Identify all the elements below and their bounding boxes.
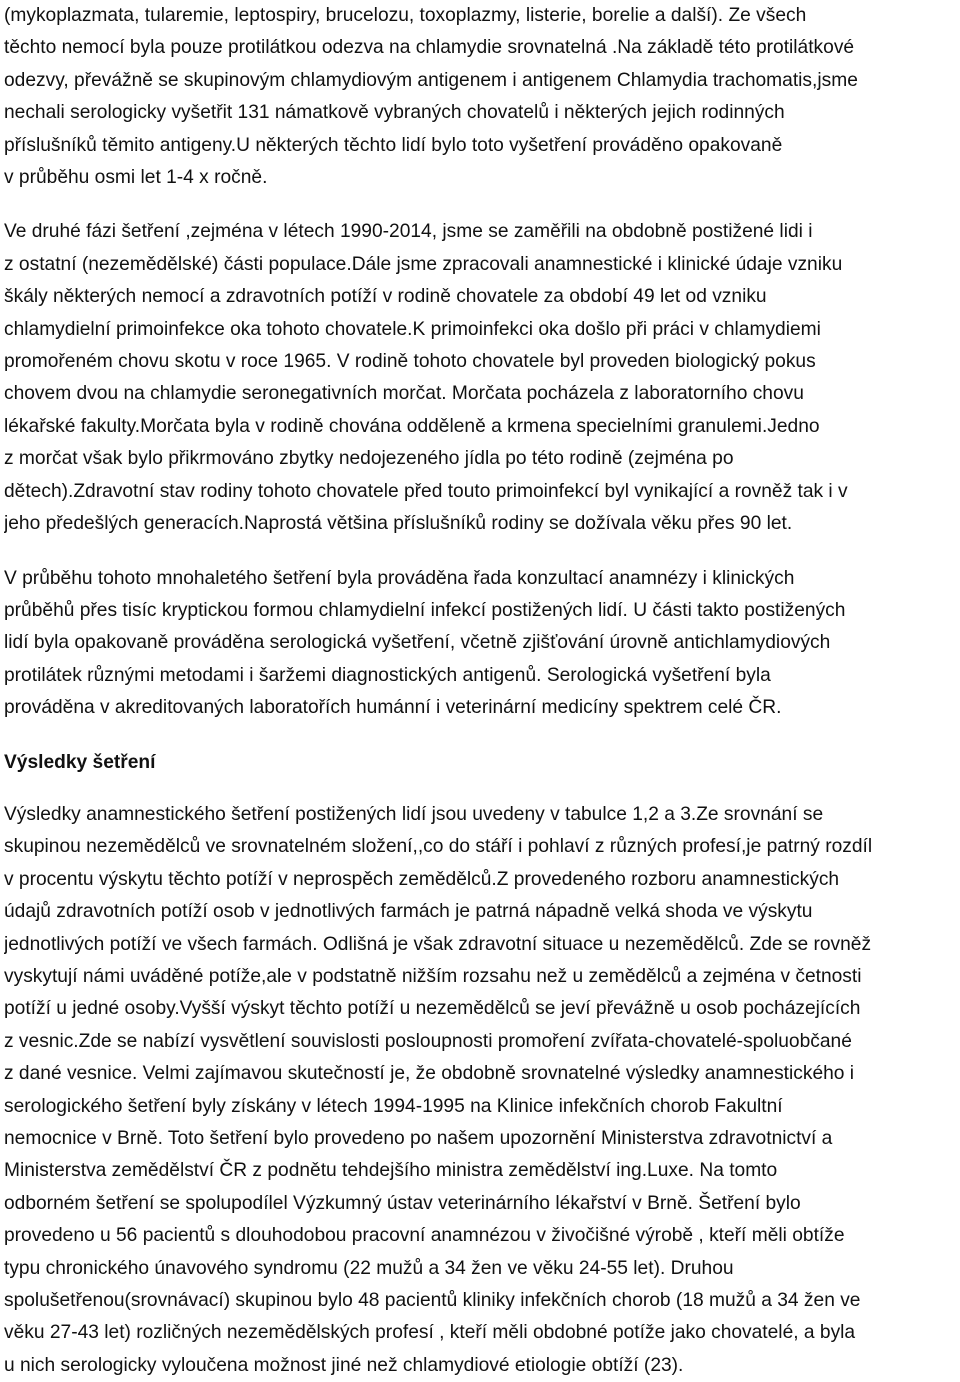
text-line: serologického šetření byly získány v létech 1994-1995 na Klinice infekčních chorob Fakultní [4, 1095, 783, 1117]
text-line: průběhů přes tisíc kryptickou formou chlamydielní infekcí postižených lidí. U části takto postižených [4, 599, 846, 621]
text-line: Ve druhé fázi šetření ,zejména v létech 1990-2014, jsme se zaměřili na obdobně postižené lidi i [4, 221, 813, 243]
text-line: věku 27-43 let) rozličných nezemědělských profesí , kteří měli obdobné potíže jako chovatelé, a byla [4, 1322, 856, 1344]
results-paragraph [4, 799, 954, 1382]
text-line: Výsledky anamnestického šetření postižených lidí jsou uvedeny v tabulce 1,2 a 3.Ze srovnání se [4, 803, 824, 825]
text-line: z dané vesnice. Velmi zajímavou skutečností je, že obdobně srovnatelné výsledky anamnestického i [4, 1063, 855, 1085]
text-line: provedeno u 56 pacientů s dlouhodobou pracovní anamnézou v živočišné výrobě , kteří měli obtíže [4, 1225, 845, 1247]
text-line: vyskytují námi uváděné potíže,ale v podstatně nižším rozsahu než u zemědělců a zejména v četnosti [4, 965, 862, 987]
text-line: Ministerstva zemědělství ČR z podnětu tehdejšího ministra zemědělství ing.Luxe. Na tomto [4, 1160, 778, 1182]
paragraph [4, 0, 954, 194]
text-line: skupinou nezemědělců ve srovnatelném složení,,co do stáří i pohlaví z různých profesí,je patrný rozdíl [4, 836, 873, 858]
text-line: jednotlivých potíží ve všech farmách. Odlišná je však zdravotní situace u nezemědělců. Zde se rovněž [4, 933, 872, 955]
text-line: potíží u jedné osoby.Vyšší výskyt těchto potíží u nezemědělců se jeví převážně u osob pocházejících [4, 998, 861, 1020]
text-line: (mykoplazmata, tularemie, leptospiry, brucelozu, toxoplazmy, listerie, borelie a další). Ze všech [4, 5, 807, 26]
text-line: těchto nemocí byla pouze protilátkou odezva na chlamydie srovnatelná .Na základě této protilátkové [4, 37, 855, 59]
text-line: v procentu výskytu těchto potíží v neprospěch zemědělců.Z provedeného rozboru anamnestických [4, 868, 840, 890]
text-line: lékařské fakulty.Morčata byla v rodině chována odděleně a krmena specielními granulemi.Jedno [4, 415, 820, 437]
text-line: odezvy, převážně se skupinovým chlamydiovým antigenem i antigenem Chlamydia trachomatis,jsme [4, 69, 858, 91]
text-line: nechali serologicky vyšetřit 131 námatkově vybraných chovatelů i některých jejich rodinných [4, 102, 785, 124]
text-line: lidí byla opakovaně prováděna serologická vyšetření, včetně zjišťování úrovně antichlamydiových [4, 632, 831, 654]
text-line: příslušníků těmito antigeny.U některých těchto lidí bylo toto vyšetření prováděno opakovaně [4, 134, 783, 156]
text-line: u nich serologicky vyloučena možnost jiné než chlamydiové etiologie obtíží (23). [4, 1354, 684, 1376]
text-line: v průběhu osmi let 1-4 x ročně. [4, 167, 268, 189]
text-line: škály některých nemocí a zdravotních potíží v rodině chovatele za období 49 let od vzniku [4, 286, 767, 308]
text-line: typu chronického únavového syndromu (22 mužů a 34 žen ve věku 24-55 let). Druhou [4, 1257, 734, 1279]
section-heading: Výsledky šetření [4, 751, 156, 773]
text-line: odborném šetření se spolupodílel Výzkumný ústav veterinárního lékařství v Brně. Šetření bylo [4, 1192, 801, 1214]
text-line: prováděna v akreditovaných laboratořích humánní i veterinární medicíny spektrem celé ČR. [4, 697, 782, 719]
text-line: V průběhu tohoto mnohaletého šetření byla prováděna řada konzultací anamnézy i klinických [4, 567, 795, 589]
document-body [4, 0, 954, 1382]
text-line: nemocnice v Brně. Toto šetření bylo provedeno po našem upozornění Ministerstva zdravotnictví a [4, 1128, 833, 1149]
text-line: spolušetřenou(srovnávací) skupinou bylo 48 pacientů kliniky infekčních chorob (18 mužů a 34 žen ve [4, 1290, 861, 1312]
text-line: jeho předešlých generacích.Naprostá většina příslušníků rodiny se dožívala věku přes 90 let. [4, 513, 793, 535]
text-line: chlamydielní primoinfekce oka tohoto chovatele.K primoinfekci oka došlo při práci v chlamydiemi [4, 318, 821, 340]
text-line: z morčat však bylo přikrmováno zbytky nedojezeného jídla po této rodině (zejména po [4, 448, 734, 470]
text-line: protilátek různými metodami i šaržemi diagnostických antigenů. Serologická vyšetření byla [4, 664, 771, 686]
paragraph [4, 563, 954, 725]
paragraph [4, 216, 954, 540]
text-line: z ostatní (nezemědělské) části populace.Dále jsme zpracovali anamnestické i klinické údaje vzniku [4, 253, 843, 275]
text-line: dětech).Zdravotní stav rodiny tohoto chovatele před touto primoinfekcí byl vynikající a rovněž tak i v [4, 480, 848, 502]
text-line: údajů zdravotních potíží osob v jednotlivých farmách je patrná nápadně velká shoda ve výskytu [4, 901, 813, 923]
text-line: chovem dvou na chlamydie seronegativních morčat. Morčata pocházela z laboratorního chovu [4, 383, 804, 405]
text-line: promořeném chovu skotu v roce 1965. V rodině tohoto chovatele byl proveden biologický pokus [4, 351, 816, 373]
text-line: z vesnic.Zde se nabízí vysvětlení souvislosti posloupnosti promoření zvířata-chovatelé-spoluobčané [4, 1030, 852, 1052]
